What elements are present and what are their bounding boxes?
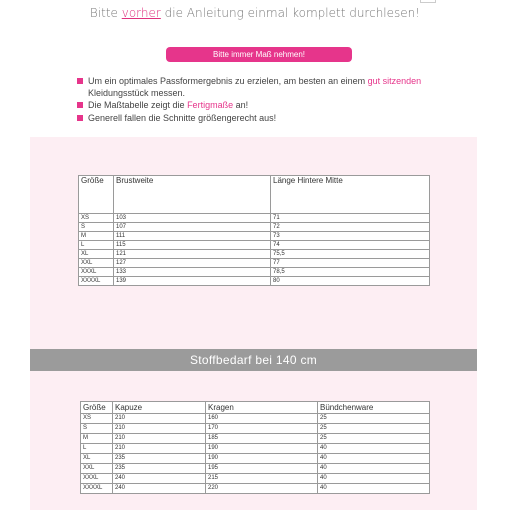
instruction-item — [77, 76, 437, 99]
column-header: Länge Hintere Mitte — [271, 176, 430, 214]
table-row — [79, 268, 430, 277]
table-cell: 235 — [113, 454, 206, 464]
table-row — [81, 444, 430, 454]
table-cell: XXXL — [79, 268, 114, 277]
instruction-highlight: Fertigmaße — [187, 100, 234, 110]
table-cell: 195 — [206, 464, 318, 474]
table-row — [79, 250, 430, 259]
table-cell: 170 — [206, 424, 318, 434]
table-cell: XL — [79, 250, 114, 259]
instruction-text: Um ein optimales Passformergebnis zu erzielen, am besten an einem — [88, 76, 368, 86]
fabric-heading: Stoffbedarf bei 140 cm — [30, 349, 477, 371]
table-cell: L — [79, 241, 114, 250]
intro-after: die Anleitung einmal komplett durchlesen! — [160, 6, 421, 20]
instruction-text: an! — [233, 100, 249, 110]
table-cell: M — [81, 434, 113, 444]
table-cell: XXXXL — [81, 484, 113, 494]
table-row — [79, 223, 430, 232]
instruction-item — [77, 113, 437, 125]
table-cell: XXL — [81, 464, 113, 474]
intro-before: Bitte — [89, 6, 122, 20]
instruction-item — [77, 100, 437, 112]
table-cell: 40 — [318, 484, 430, 494]
table-cell: XS — [79, 214, 114, 223]
table-cell: 74 — [271, 241, 430, 250]
table-cell: 240 — [113, 474, 206, 484]
table-row — [81, 454, 430, 464]
table-cell: 80 — [271, 277, 430, 286]
table-cell: 185 — [206, 434, 318, 444]
page-corner-decoration — [420, 0, 436, 3]
table-cell: 72 — [271, 223, 430, 232]
table-cell: 25 — [318, 424, 430, 434]
table-cell: 25 — [318, 414, 430, 424]
fabric-table — [80, 401, 430, 494]
table-cell: 215 — [206, 474, 318, 484]
bullet-square-icon — [77, 115, 83, 121]
table-cell: 40 — [318, 454, 430, 464]
table-row — [81, 484, 430, 494]
table-cell: XXXL — [81, 474, 113, 484]
table-cell: 78,5 — [271, 268, 430, 277]
table-cell: 127 — [114, 259, 271, 268]
instruction-list — [77, 76, 437, 125]
instruction-text: Kleidungsstück messen. — [88, 87, 186, 98]
table-cell: M — [79, 232, 114, 241]
table-row — [81, 464, 430, 474]
table-cell: 160 — [206, 414, 318, 424]
table-row — [81, 434, 430, 444]
table-cell: 121 — [114, 250, 271, 259]
table-row — [81, 424, 430, 434]
instruction-highlight: gut sitzenden — [367, 76, 422, 86]
intro-text — [0, 6, 510, 20]
table-row — [79, 232, 430, 241]
table-cell: 210 — [113, 434, 206, 444]
table-cell: 115 — [114, 241, 271, 250]
column-header: Größe — [79, 176, 114, 214]
bullet-square-icon — [77, 102, 83, 108]
table-cell: 75,5 — [271, 250, 430, 259]
table-cell: XS — [81, 414, 113, 424]
table-cell: XXL — [79, 259, 114, 268]
table-cell: 40 — [318, 464, 430, 474]
table-cell: 235 — [113, 464, 206, 474]
table-row — [79, 241, 430, 250]
instruction-text: Generell fallen die Schnitte größengerecht aus! — [88, 112, 277, 123]
table-cell: 240 — [113, 484, 206, 494]
table-cell: S — [79, 223, 114, 232]
table-cell: L — [81, 444, 113, 454]
table-cell: 103 — [114, 214, 271, 223]
table-cell: 77 — [271, 259, 430, 268]
table-row — [81, 414, 430, 424]
table-cell: S — [81, 424, 113, 434]
column-header: Bündchenware — [318, 402, 430, 414]
table-row — [81, 474, 430, 484]
size-table — [78, 175, 430, 286]
table-row — [79, 277, 430, 286]
table-cell: 111 — [114, 232, 271, 241]
table-cell: 190 — [206, 444, 318, 454]
table-cell: 107 — [114, 223, 271, 232]
table-cell: 210 — [113, 424, 206, 434]
table-cell: 40 — [318, 444, 430, 454]
table-cell: 190 — [206, 454, 318, 464]
table-cell: 139 — [114, 277, 271, 286]
table-cell: 210 — [113, 414, 206, 424]
table-row — [79, 259, 430, 268]
intro-highlight: vorher — [121, 6, 161, 20]
measure-notice-banner: Bitte immer Maß nehmen! — [166, 47, 352, 62]
table-cell: 73 — [271, 232, 430, 241]
table-cell: XXXXL — [79, 277, 114, 286]
table-cell: XL — [81, 454, 113, 464]
column-header: Kapuze — [113, 402, 206, 414]
instruction-text: Die Maßtabelle zeigt die — [88, 100, 188, 110]
table-cell: 210 — [113, 444, 206, 454]
table-cell: 71 — [271, 214, 430, 223]
table-cell: 40 — [318, 474, 430, 484]
column-header: Kragen — [206, 402, 318, 414]
table-row — [79, 214, 430, 223]
table-cell: 25 — [318, 434, 430, 444]
column-header: Brustweite — [114, 176, 271, 214]
column-header: Größe — [81, 402, 113, 414]
table-cell: 220 — [206, 484, 318, 494]
table-cell: 133 — [114, 268, 271, 277]
bullet-square-icon — [77, 78, 83, 84]
